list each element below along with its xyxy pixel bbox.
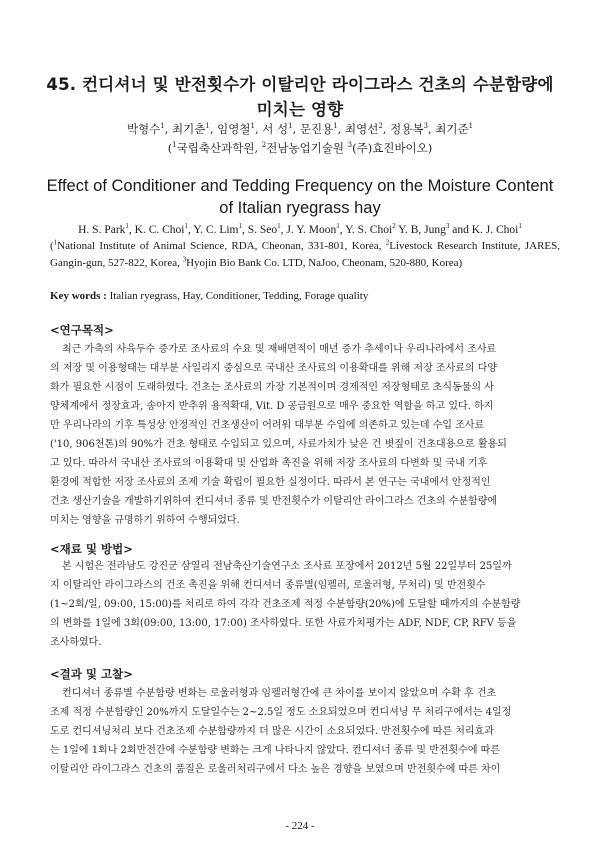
methods-paragraph (50, 557, 560, 652)
paragraph-line: 도로 컨디셔닝처리 보다 건초조제 수분함량까지 더 많은 시간이 소요되었다. 반전횟수에 따른 처리효과 (50, 726, 494, 737)
paragraph-line: 만 우리나라의 기후 특성상 안정적인 건초생산이 어려워 대부분 수입에 의존하고 있는데 수입 조사료 (50, 420, 485, 431)
korean-authors: 박형수$^1$, 최기춘$^1$, 임영철$^1$, 서 성$^1$, 문진용$^1$, 최영선$^2$, 정용복$^3$, 최기준$^1$ (126, 122, 474, 136)
english-affiliation: ($^1$National Institute of Animal Science, RDA, Cheonan, 331-801, Korea, $^2$Livestock Research Institute, JARES, Gangin-gun, 527-822, Korea, $^3$Hyojin Bio Bank Co. LTD, NaJoo, Cheonam, 520-880, Korea) (50, 238, 560, 269)
keywords-label: Key words : (50, 290, 107, 302)
english-title (20, 175, 580, 219)
english-author: Y. B, Jung$^3$ (398, 222, 450, 236)
paragraph-line: ('10, 906천톤)의 90%가 건초 형태로 수입되고 있으며, 사료가치가 낮은 건 볏짚이 건초대용으로 활용되 (50, 439, 507, 450)
english-authors: H. S. Park$^1$, K. C. Choi$^1$, Y. C. Lim$^1$, S. Seo$^1$, J. Y. Moon$^1$, Y. S. Choi$^2$ Y. B, Jung$^3$ and K. J. Choi$^1$ (78, 222, 522, 236)
paragraph-line: 본 시험은 전라남도 강진군 삼열리 전남축산기술연구소 조사료 포장에서 2012년 5월 22일부터 25일까 (62, 561, 512, 572)
korean-author: 정용복$^3$ (390, 122, 428, 136)
korean-author: 최기춘$^1$ (172, 122, 210, 136)
paragraph-line: 는 1일에 1회나 2회반전간에 수분함량 변화는 크게 나타나지 않았다. 컨디셔너 종류 및 반전횟수에 따른 (50, 745, 500, 756)
korean-author: 문진용$^1$ (299, 122, 338, 136)
keywords (50, 288, 560, 304)
korean-author: 최영선$^2$ (345, 122, 383, 136)
paragraph-line: 최근 가축의 사육두수 증가로 조사료의 수요 및 재배면적이 매년 증가 추세이나 우리나라에서 조사료 (62, 344, 497, 355)
korean-author: 임영철$^1$ (217, 122, 255, 136)
paragraph-line: 의 저장 및 이용형태는 대부분 사일리지 중심으로 국내산 조사료의 이용확대를 위해 저장 조사료의 다양 (50, 363, 498, 374)
results-paragraph (50, 684, 560, 779)
paragraph-line: 지 이탈리안 라이그라스의 건조 촉진을 위해 컨디셔너 종류별(임펠러, 로울러형, 무처리) 및 반전횟수 (50, 580, 486, 591)
paragraph-line: 의 변화를 1일에 3회(09:00, 13:00, 17:00) 조사하였다. 또한 사료가치평가는 ADF, NDF, CP, RFV 등을 (50, 618, 517, 629)
korean-title-line-2: 미치는 영향 (256, 100, 344, 119)
korean-author: 박형수$^1$ (126, 122, 165, 136)
korean-title (40, 72, 560, 122)
english-author: K. C. Choi$^1$ (134, 222, 188, 236)
english-author: K. J. Choi$^1$ (471, 222, 522, 236)
paragraph-line: (1~2회/일, 09:00, 15:00)를 처리로 하여 각각 건초조제 적정 수분함량(20%)에 도달할 때까지의 수분함량 (50, 599, 521, 610)
paragraph-line: 화가 필요한 시점이 도래하였다. 건초는 조사료의 가장 기본적이며 경제적인 저장형태로 초식동물의 사 (50, 382, 494, 393)
paragraph-line: 고 있다. 따라서 국내산 조사료의 이용확대 및 산업화 촉진을 위해 저장 조사료의 다변화 및 국내 기후 (50, 458, 488, 469)
paragraph-line: 이탈리안 라이그라스 건초의 품질은 로울러처리구에서 다소 높은 경향을 보였으며 반전횟수에 따른 차이 (50, 764, 501, 775)
results-heading: <결과 및 고찰> (50, 667, 133, 681)
english-author: H. S. Park$^1$ (78, 222, 129, 236)
korean-author: 최기준$^1$ (435, 122, 474, 136)
methods-heading: <재료 및 방법> (50, 542, 133, 556)
korean-author: 서 성$^1$ (262, 122, 293, 136)
korean-title-line-1: 45. 컨디셔너 및 반전횟수가 이탈리안 라이그라스 건초의 수분함량에 (46, 75, 554, 94)
korean-affiliation: ($^1$국립축산과학원, $^2$전남농업기술원 $^3$(주)효진바이오) (167, 141, 433, 155)
paragraph-line: 컨디셔너 종류별 수분함량 변화는 로울러형과 임펠러형간에 큰 차이를 보이지 않았으며 수확 후 건초 (62, 688, 497, 699)
keywords-text: Italian ryegrass, Hay, Conditioner, Tedding, Forage quality (109, 290, 369, 302)
english-author: J. Y. Moon$^1$ (286, 222, 340, 236)
english-title-line-2: of Italian ryegrass hay (219, 199, 381, 217)
page-number: - 224 - (285, 820, 315, 832)
purpose-heading: <연구목적> (50, 323, 114, 337)
paragraph-line: 양체계에서 정장효과, 송아지 반추위 용적확대, Vit. D 공급원으로 매우 중요한 역할을 하고 있다. 하지 (50, 401, 494, 412)
paragraph-line: 환경에 적합한 저장 조사료의 조제 기술 확립이 필요한 실정이다. 따라서 본 연구는 국내에서 안정적인 (50, 477, 491, 488)
english-author: Y. S. Choi$^2$ (345, 222, 396, 236)
paragraph-line: 조사하였다. (50, 637, 102, 648)
english-title-line-1: Effect of Conditioner and Tedding Frequency on the Moisture Content (46, 177, 554, 195)
english-author: S. Seo$^1$ (247, 222, 281, 236)
purpose-paragraph (50, 340, 560, 530)
paragraph-line: 건초 생산기술을 개발하기위하여 컨디셔너 종류 및 반전횟수가 이탈리안 라이그라스 건초의 수분함량에 (50, 496, 498, 507)
paragraph-line: 미치는 영향을 규명하기 위하여 수행되었다. (50, 515, 240, 526)
english-author: Y. C. Lim$^1$ (193, 222, 242, 236)
paragraph-line: 조제 적정 수분함량인 20%까지 도달일수는 2~2.5일 정도 소요되었으며 컨디셔닝 무 처리구에서는 4일정 (50, 707, 512, 718)
